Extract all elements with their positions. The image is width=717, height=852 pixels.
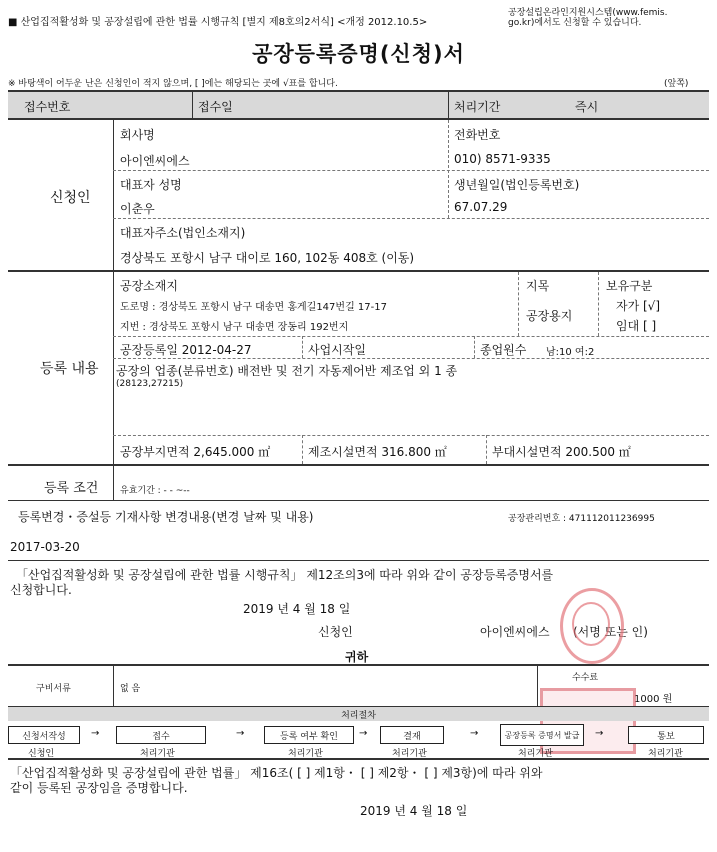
process-step-approve: 결재: [380, 726, 444, 744]
law-reference: ■ 산업집적활성화 및 공장설립에 관한 법률 시행규칙 [별지 제8호의2서식] <개정 2012.10.5>: [8, 17, 428, 28]
process-step-issue: 공장등록 증명서 발급: [500, 724, 584, 746]
auxiliary-area: 부대시설면적 200.500 ㎡: [492, 445, 631, 459]
process-step-verify: 등록 여부 확인: [264, 726, 354, 744]
employees-label: 종업원수: [480, 343, 527, 357]
page-side: (앞쪽): [664, 79, 689, 89]
process-arrow: →: [359, 728, 368, 739]
company-name-label: 회사명: [120, 128, 155, 142]
ownership-label: 보유구분: [606, 279, 653, 293]
process-actor: 처리기관: [140, 749, 175, 759]
online-note-line-2: go.kr)에서도 신청할 수 있습니다.: [508, 18, 642, 28]
factory-location-label: 공장소재지: [120, 279, 178, 293]
road-address: 도로명 : 경상북도 포항시 남구 대송면 홍게길147번길 17-17: [120, 302, 387, 313]
address-label: 대표자주소(법인소재지): [120, 226, 246, 240]
process-actor: 신청인: [28, 749, 55, 759]
process-step-receive: 접수: [116, 726, 206, 744]
representative-value: 이춘우: [120, 202, 155, 216]
validity-period: 유효기간 : - - ~--: [120, 486, 190, 496]
receipt-date-label: 접수일: [198, 100, 233, 114]
factory-registration-date: 공장등록일 2012-04-27: [120, 343, 252, 357]
request-date: 2019 년 4 월 18 일: [243, 602, 351, 616]
land-category-label: 지목: [526, 279, 550, 293]
seal-stamp-inner: [572, 602, 610, 646]
request-text-line-2: 신청합니다.: [10, 583, 72, 597]
phone-value: 010) 8571-9335: [454, 152, 551, 166]
fee-label: 수수료: [572, 673, 599, 683]
required-docs-value: 없 음: [120, 684, 141, 694]
lot-address: 지번 : 경상북도 포항시 남구 대송면 장동리 192번지: [120, 322, 349, 333]
conditions-label: 등록 조건: [44, 481, 99, 496]
processing-period-value: 즉시: [575, 100, 599, 114]
certification-date: 2019 년 4 월 18 일: [360, 804, 468, 818]
ownership-lease-option: 임대 [ ]: [616, 319, 657, 333]
representative-label: 대표자 성명: [120, 178, 182, 192]
process-actor: 처리기관: [392, 749, 427, 759]
applicant-sign-label: 신청인: [318, 625, 353, 639]
address-value: 경상북도 포항시 남구 대이로 160, 102동 408호 (이동): [120, 251, 415, 265]
applicant-sign-name: 아이엔씨에스: [480, 625, 550, 639]
addressee: 귀하: [345, 650, 369, 664]
site-area: 공장부지면적 2,645.000 ㎡: [120, 445, 271, 459]
business-type: 공장의 업종(분류번호) 배전반 및 전기 자동제어반 제조업 외 1 종: [116, 364, 458, 378]
online-note-line-1: 공장설립온라인지원시스템(www.femis.: [508, 8, 668, 18]
process-step-apply: 신청서작성: [8, 726, 80, 744]
signature-note: (서명 또는 인): [573, 625, 648, 639]
document-title: 공장등록증명(신청)서: [252, 42, 465, 66]
online-note: [508, 8, 667, 28]
receipt-row-shade: [8, 92, 709, 118]
birth-date-label: 생년월일(법인등록번호): [454, 178, 580, 192]
business-codes: (28123,27215): [116, 379, 184, 389]
business-start-label: 사업시작일: [308, 343, 366, 357]
process-arrow: →: [236, 728, 245, 739]
company-name-value: 아이엔씨에스: [120, 154, 190, 168]
receipt-number-label: 접수번호: [24, 100, 71, 114]
birth-date-value: 67.07.29: [454, 200, 508, 214]
process-arrow: →: [595, 728, 604, 739]
fee-value: 1000 원: [634, 694, 673, 705]
factory-management-number: 공장관리번호 : 471112011236995: [508, 514, 655, 524]
process-label: 처리절차: [341, 711, 376, 721]
change-date: 2017-03-20: [10, 540, 80, 554]
certification-text-line-1: 「산업집적활성화 및 공장설립에 관한 법률」 제16조( [ ] 제1항・ [ ] 제2항・ [ ] 제3항)에 따라 위와: [10, 766, 543, 780]
process-actor: 처리기관: [648, 749, 683, 759]
process-arrow: →: [470, 728, 479, 739]
applicant-section-label: 신청인: [50, 190, 91, 206]
process-actor: 처리기관: [288, 749, 323, 759]
instruction-note: ※ 바탕색이 어두운 난은 신청인이 적지 않으며, [ ]에는 해당되는 곳에 √표를 합니다.: [8, 79, 338, 89]
employees-value: 남:10 여:2: [546, 347, 595, 358]
process-step-notify: 통보: [628, 726, 704, 744]
required-docs-label: 구비서류: [36, 684, 71, 694]
process-actor: 처리기관: [518, 749, 553, 759]
land-category-value: 공장용지: [526, 309, 573, 323]
request-text-line-1: 「산업집적활성화 및 공장설립에 관한 법률 시행규칙」 제12조의3에 따라 위와 같이 공장등록증명서를: [16, 568, 554, 582]
process-arrow: →: [91, 728, 100, 739]
processing-period-label: 처리기간: [454, 100, 501, 114]
ownership-own-option: 자가 [√]: [616, 299, 661, 313]
certification-text-line-2: 같이 등록된 공장임을 증명합니다.: [10, 781, 188, 795]
changes-label: 등록변경・증설등 기재사항 변경내용(변경 날짜 및 내용): [18, 510, 314, 524]
phone-label: 전화번호: [454, 128, 501, 142]
manufacturing-area: 제조시설면적 316.800 ㎡: [308, 445, 447, 459]
registration-section-label: 등록 내용: [40, 361, 99, 377]
